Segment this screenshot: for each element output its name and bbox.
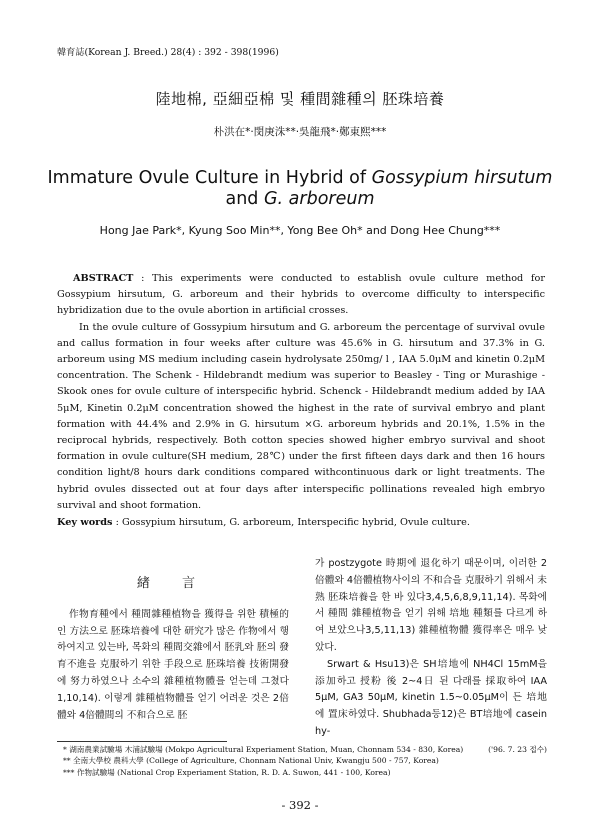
abstract-paragraph-1 <box>57 271 545 320</box>
korean-title: 陸地棉, 亞細亞棉 및 種間雜種의 胚珠培養 <box>155 90 445 108</box>
abstract-paragraph-2: In the ovule culture of Gossypium hirsutum and G. arboreum the percentage of survival ovule and callus formation in four weeks after culture was 45.6% in G. hirsutum and 37.3% in G. arboreum using MS medium including casein hydrolysate 250mg/ l , IAA 5.0μM and kinetin 0.2μM concentration. The Schenk - Hildebrandt medium was superior to Beasley - Ting or Murashige - Skook ones for ovule culture of interspecific hybrid. Schenck - Hildebrandt medium added by IAA 5μM, Kinetin 0.2μM concentration showed the highest in the rate of survival embryo and plant formation with 44.4% and 2.9% in G. hirsutum ×G. arboreum hybrids and 20.1%, 1.5% in the reciprocal hybrids, respectively. Both cotton species showed higher embryo survival and shoot formation in ovule culture(SH medium, 28℃) under the first fifteen days dark and then 16 hours condition light/8 hours dark conditions compared withcontinuous dark or light treatments. The hybrid ovules dissected out at four days after interspecific pollinations revealed high embryo survival and shoot formation. <box>57 321 545 511</box>
footnotes <box>63 744 547 778</box>
abstract-text-1: : This experiments were conducted to establish ovule culture method for Gossypium hirsutum, G. arboreum and their hybrids to overcome difficulty to interspecific hybridization due to the ovule abortion in artificial crosses. <box>57 273 545 317</box>
footnote-2: ** 全南大學校 農科大學 (College of Agriculture, Chonnam National Univ, Kwangju 500 - 757, Korea) <box>63 756 439 766</box>
footnote-divider <box>57 741 227 742</box>
journal-citation: 韓育誌(Korean J. Breed.) 28(4) : 392 - 398(1996) <box>57 47 279 58</box>
intro-paragraph-2: 가 postzygote 時期에 退化하기 때문이며, 이러한 2倍體와 4倍體植物사이의 不和合을 克服하기 위해서 未熟 胚珠培養을 한 바 있다3,4,5,6,8,9,11,14). 목화에서 種間 雜種植物을 얻기 위해 培地 種類를 다르게 하여 보았으나3,5,11,13) 雜種植物體 獲得率은 매우 낮았다. <box>315 558 547 653</box>
keywords-label: Key words <box>57 517 113 528</box>
keywords <box>57 517 545 528</box>
right-column <box>315 556 547 741</box>
left-column <box>57 556 289 724</box>
intro-paragraph-3: Srwart & Hsu13)은 SH培地에 NH4Cl 15mM을 添加하고 授粉 後 2~4日 된 다래를 採取하여 IAA 5μM, GA3 50μM, kinetin 1.5~0.05μM이 든 培地에 置床하였다. Shubhada등12)은 BT培地에 casein hy- <box>315 658 547 737</box>
footnote-3: *** 作物試驗場 (National Crop Experiament Station, R. D. A. Suwon, 441 - 100, Korea) <box>63 767 391 777</box>
english-title-species2: G. arboreum <box>263 189 375 209</box>
abstract-label: ABSTRACT <box>73 273 134 284</box>
english-authors: Hong Jae Park*, Kyung Soo Min**, Yong Bee Oh* and Dong Hee Chung*** <box>99 224 501 237</box>
abstract <box>57 271 545 514</box>
footnote-1-text: * 湖南農業試驗場 木浦試驗場 (Mokpo Agricultural Experiament Station, Muan, Chonnam 534 - 830, Korea) <box>63 745 464 754</box>
section-heading-introduction: 緖 言 <box>136 576 210 591</box>
english-title-line1: Immature Ovule Culture in Hybrid of <box>47 168 372 188</box>
intro-paragraph-1: 作物育種에서 種間雜種植物을 獲得을 위한 積極的인 方法으로 胚珠培養에 대한 研究가 많은 作物에서 행하여지고 있는바, 목화의 種間交雜에서 胚乳와 胚의 發育不進을 克服하기 위한 手段으로 胚珠培養 技術開發에 努力하였으나 소수의 雜種植物體를 얻는데 그쳤다1,10,14). 이렇게 雜種植物體를 얻기 어려운 것은 2倍體와 4倍體間의 不和合으로 胚 <box>57 608 289 721</box>
english-title <box>0 168 600 210</box>
keywords-text: : Gossypium hirsutum, G. arboreum, Interspecific hybrid, Ovule culture. <box>112 517 470 528</box>
english-title-species: Gossypium hirsutum <box>371 168 553 188</box>
page-number: - 392 - <box>281 798 319 812</box>
footnote-1 <box>63 744 547 755</box>
korean-authors: 朴洪在*·閔庚洙**·吳龍飛*·鄭東熙*** <box>213 126 387 138</box>
received-date: ('96. 7. 23 접수) <box>488 745 547 754</box>
english-title-line2-prefix: and <box>225 189 264 209</box>
